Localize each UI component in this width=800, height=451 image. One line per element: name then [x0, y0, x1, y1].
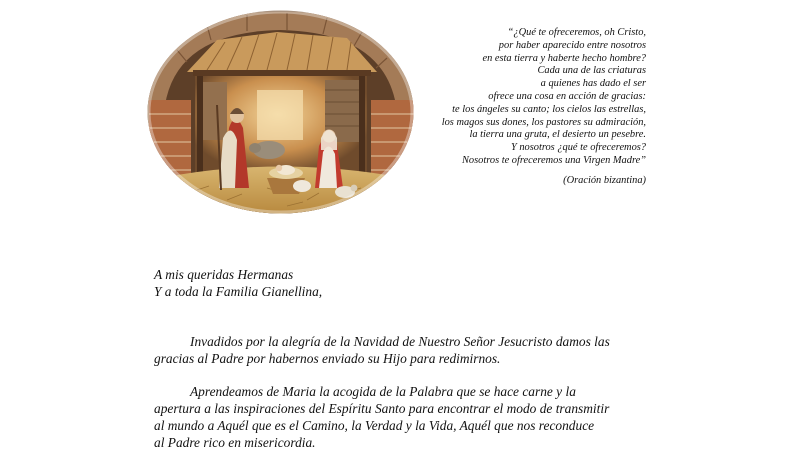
paragraph-line: Aprendeamos de Maria la acogida de la Palabra que se hace carne y la	[190, 384, 576, 399]
poem-line: “¿Qué te ofreceremos, oh Cristo,	[507, 27, 646, 38]
paragraph-line: gracias al Padre por habernos enviado su Hijo para redimirnos.	[154, 351, 501, 366]
poem-line: Cada una de las criaturas	[537, 65, 646, 77]
greeting-line: A mis queridas Hermanas	[154, 267, 294, 282]
poem-line: Y nosotros ¿qué te ofreceremos?	[510, 142, 646, 154]
greeting-line: Y a toda la Familia Gianellina,	[154, 284, 323, 299]
paragraph-line: apertura a las inspiraciones del Espíritu Santo para encontrar el modo de transmitir	[154, 401, 610, 416]
nativity-scene-image	[147, 10, 414, 214]
poem-line: te los ángeles su canto; los cielos las estrellas,	[452, 103, 646, 115]
paragraph-line: al Padre rico en misericordia.	[154, 435, 316, 450]
body-paragraph-1	[154, 333, 654, 367]
poem-line: los magos sus dones, los pastores su admiración,	[441, 116, 646, 128]
paragraph-line: al mundo a Aquél que es el Camino, la Verdad y la Vida, Aquél que nos reconduce	[154, 418, 595, 433]
poem-line: en esta tierra y haberte hecho hombre?	[482, 52, 646, 64]
poem-source: (Oración bizantina)	[563, 174, 646, 186]
poem-line: por haber aparecido entre nosotros	[498, 39, 646, 51]
letter-greeting	[154, 266, 322, 300]
paragraph-line: Invadidos por la alegría de la Navidad de Nuestro Señor Jesucristo damos las	[190, 334, 610, 349]
poem-line: ofrece una cosa en acción de gracias:	[488, 90, 646, 102]
poem-line: la tierra una gruta, el desierto un pesebre.	[469, 129, 646, 141]
poem-quote	[410, 27, 646, 188]
poem-line: a quienes has dado el ser	[540, 78, 646, 90]
body-paragraph-2	[154, 383, 654, 451]
poem-line: Nosotros te ofreceremos una Virgen Madre”	[461, 154, 646, 166]
